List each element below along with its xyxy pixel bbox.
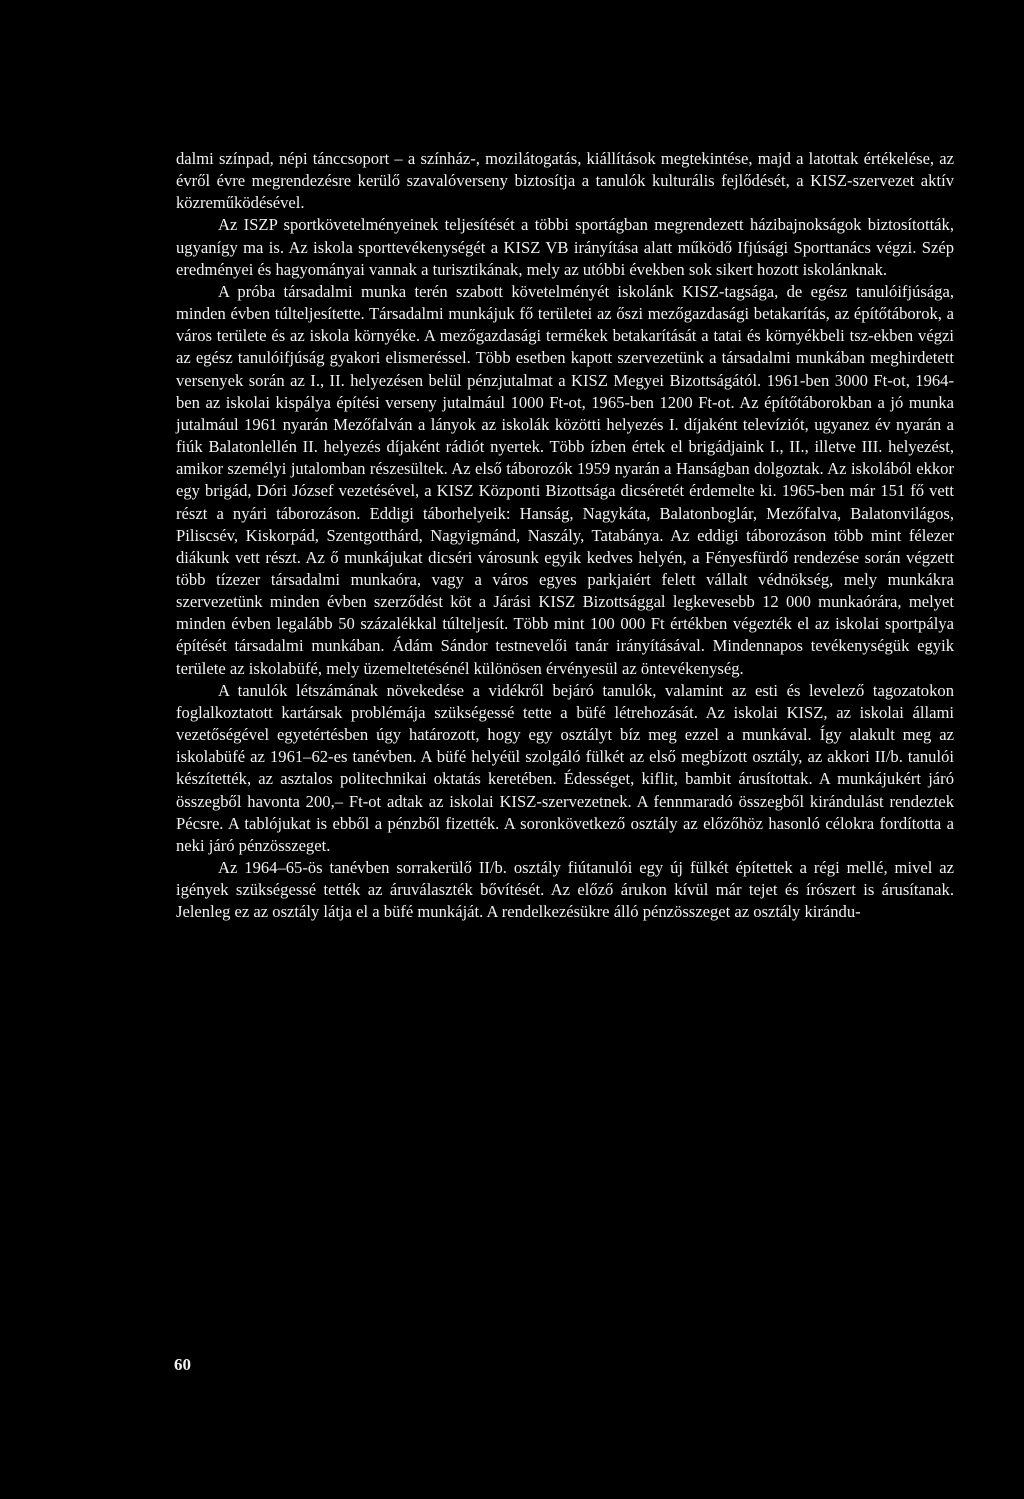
paragraph-social-work: A próba társadalmi munka terén szabott követelményét iskolánk KISZ-tagsága, de egész tanulóifjúsága, minden évben túlteljesítette. Társadalmi munkájuk fő területei az őszi mezőgazdasági betakarítás, az építőtáborok, a város területe és az iskola környéke. A mezőgazdasági termékek betakarítását a tatai és környékbeli tsz-ekben végzi az egész tanulóifjúság gyakori elismeréssel. Több esetben kapott szervezetünk a társadalmi munkában meghirdetett versenyek során az I., II. helyezésen belül pénzjutalmat a KISZ Megyei Bizottságától. 1961-ben 3000 Ft-ot, 1964-ben az iskolai kispálya építési verseny jutalmául 1000 Ft-ot, 1965-ben 1200 Ft-ot. Az építőtáborokban a jó munka jutalmául 1961 nyarán Mezőfalván a lányok az iskolák közötti helyezés I. díjaként televíziót, ugyanez év nyarán a fiúk Balatonlellén II. helyezés díjaként rádiót nyertek. Több ízben értek el brigádjaink I., II., illetve III. helyezést, amikor személyi jutalomban részesültek. Az első táborozók 1959 nyarán a Hanságban dolgoztak. Az iskolából ekkor egy brigád, Dóri József vezetésével, a KISZ Központi Bizottsága dicséretét érdemelte ki. 1965-ben már 151 fő vett részt a nyári táborozáson. Eddigi táborhelyeik: Hanság, Nagykáta, Balatonboglár, Mezőfalva, Balatonvilágos, Piliscsév, Kiskorpád, Szentgotthárd, Nagyigmánd, Naszály, Tatabánya. Az eddigi táborozáson több mint félezer diákunk vett részt. Az ő munkájukat dicséri városunk egyik kedves helyén, a Fényesfürdő rendezése során végzett több tízezer társadalmi munkaóra, vagy a város egyes parkjaiért felett vállalt védnökség, mely munkákra szervezetünk minden évben szerződést köt a Járási KISZ Bizottsággal legkevesebb 12 000 munkaórára, melyet minden évben legalább 50 százalékkal túlteljesít. Több mint 100 000 Ft értékben végezték el az iskolai sportpálya építését társadalmi munkában. Ádám Sándor testnevelői tanár irányításával. Mindennapos tevékenységük egyik területe az iskolabüfé, mely üzemeltetésénél különösen érvényesül az öntevékenység. — [176, 281, 954, 678]
paragraph-sport: Az ISZP sportkövetelményeinek teljesítését a többi sportágban megrendezett házibajnokságok biztosították, ugyanígy ma is. Az iskola sporttevékenységét a KISZ VB irányítása alatt működő Ifjúsági Sporttanács végzi. Szép eredményei és hagyományai vannak a turisztikának, mely az utóbbi években sok sikert hozott iskolánknak. — [176, 215, 954, 279]
paragraph-buffet-expansion: Az 1964–65-ös tanévben sorrakerülő II/b. osztály fiútanulói egy új fülkét építettek a régi mellé, mivel az igények szükségessé tették az áruválaszték bővítését. Az előző árukon kívül már tejet és írószert is árusítanak. Jelenleg ez az osztály látja el a büfé munkáját. A rendelkezésükre álló pénzösszeget az osztály kirándu- — [176, 858, 954, 922]
page-number: 60 — [174, 1355, 191, 1374]
paragraph-buffet-founding: A tanulók létszámának növekedése a vidékről bejáró tanulók, valamint az esti és levelező tagozatokon foglalkoztatott kartársak problémája szükségessé tette a büfé létrehozását. Az iskolai KISZ, az iskolai állami vezetőségével egyetértésben úgy határozott, hogy egy osztályt bíz meg ezzel a munkával. Így alakult meg az iskolabüfé az 1961–62-es tanévben. A büfé helyéül szolgáló fülkét az első megbízott osztály, az akkori II/b. tanulói készítették, az asztalos politechnikai oktatás keretében. Édességet, kiflit, bambit árusítottak. A munkájukért járó összegből havonta 200,– Ft-ot adtak az iskolai KISZ-szervezetnek. A fennmaradó összegből kirándulást rendeztek Pécsre. A tablójukat is ebből a pénzből fizették. A soronkövetkező osztály az előzőhöz hasonló célokra fordította a neki járó pénzösszeget. — [176, 680, 954, 855]
paragraph-continuation: dalmi színpad, népi tánccsoport – a színház-, mozilátogatás, kiállítások megtekintése, majd a latottak értékelése, az évről évre megrendezésre kerülő szavalóverseny biztosítja a tanulók kulturális fejlődését, a KISZ-szervezet aktív közreműködésével. — [176, 149, 954, 213]
body-text — [176, 148, 954, 923]
